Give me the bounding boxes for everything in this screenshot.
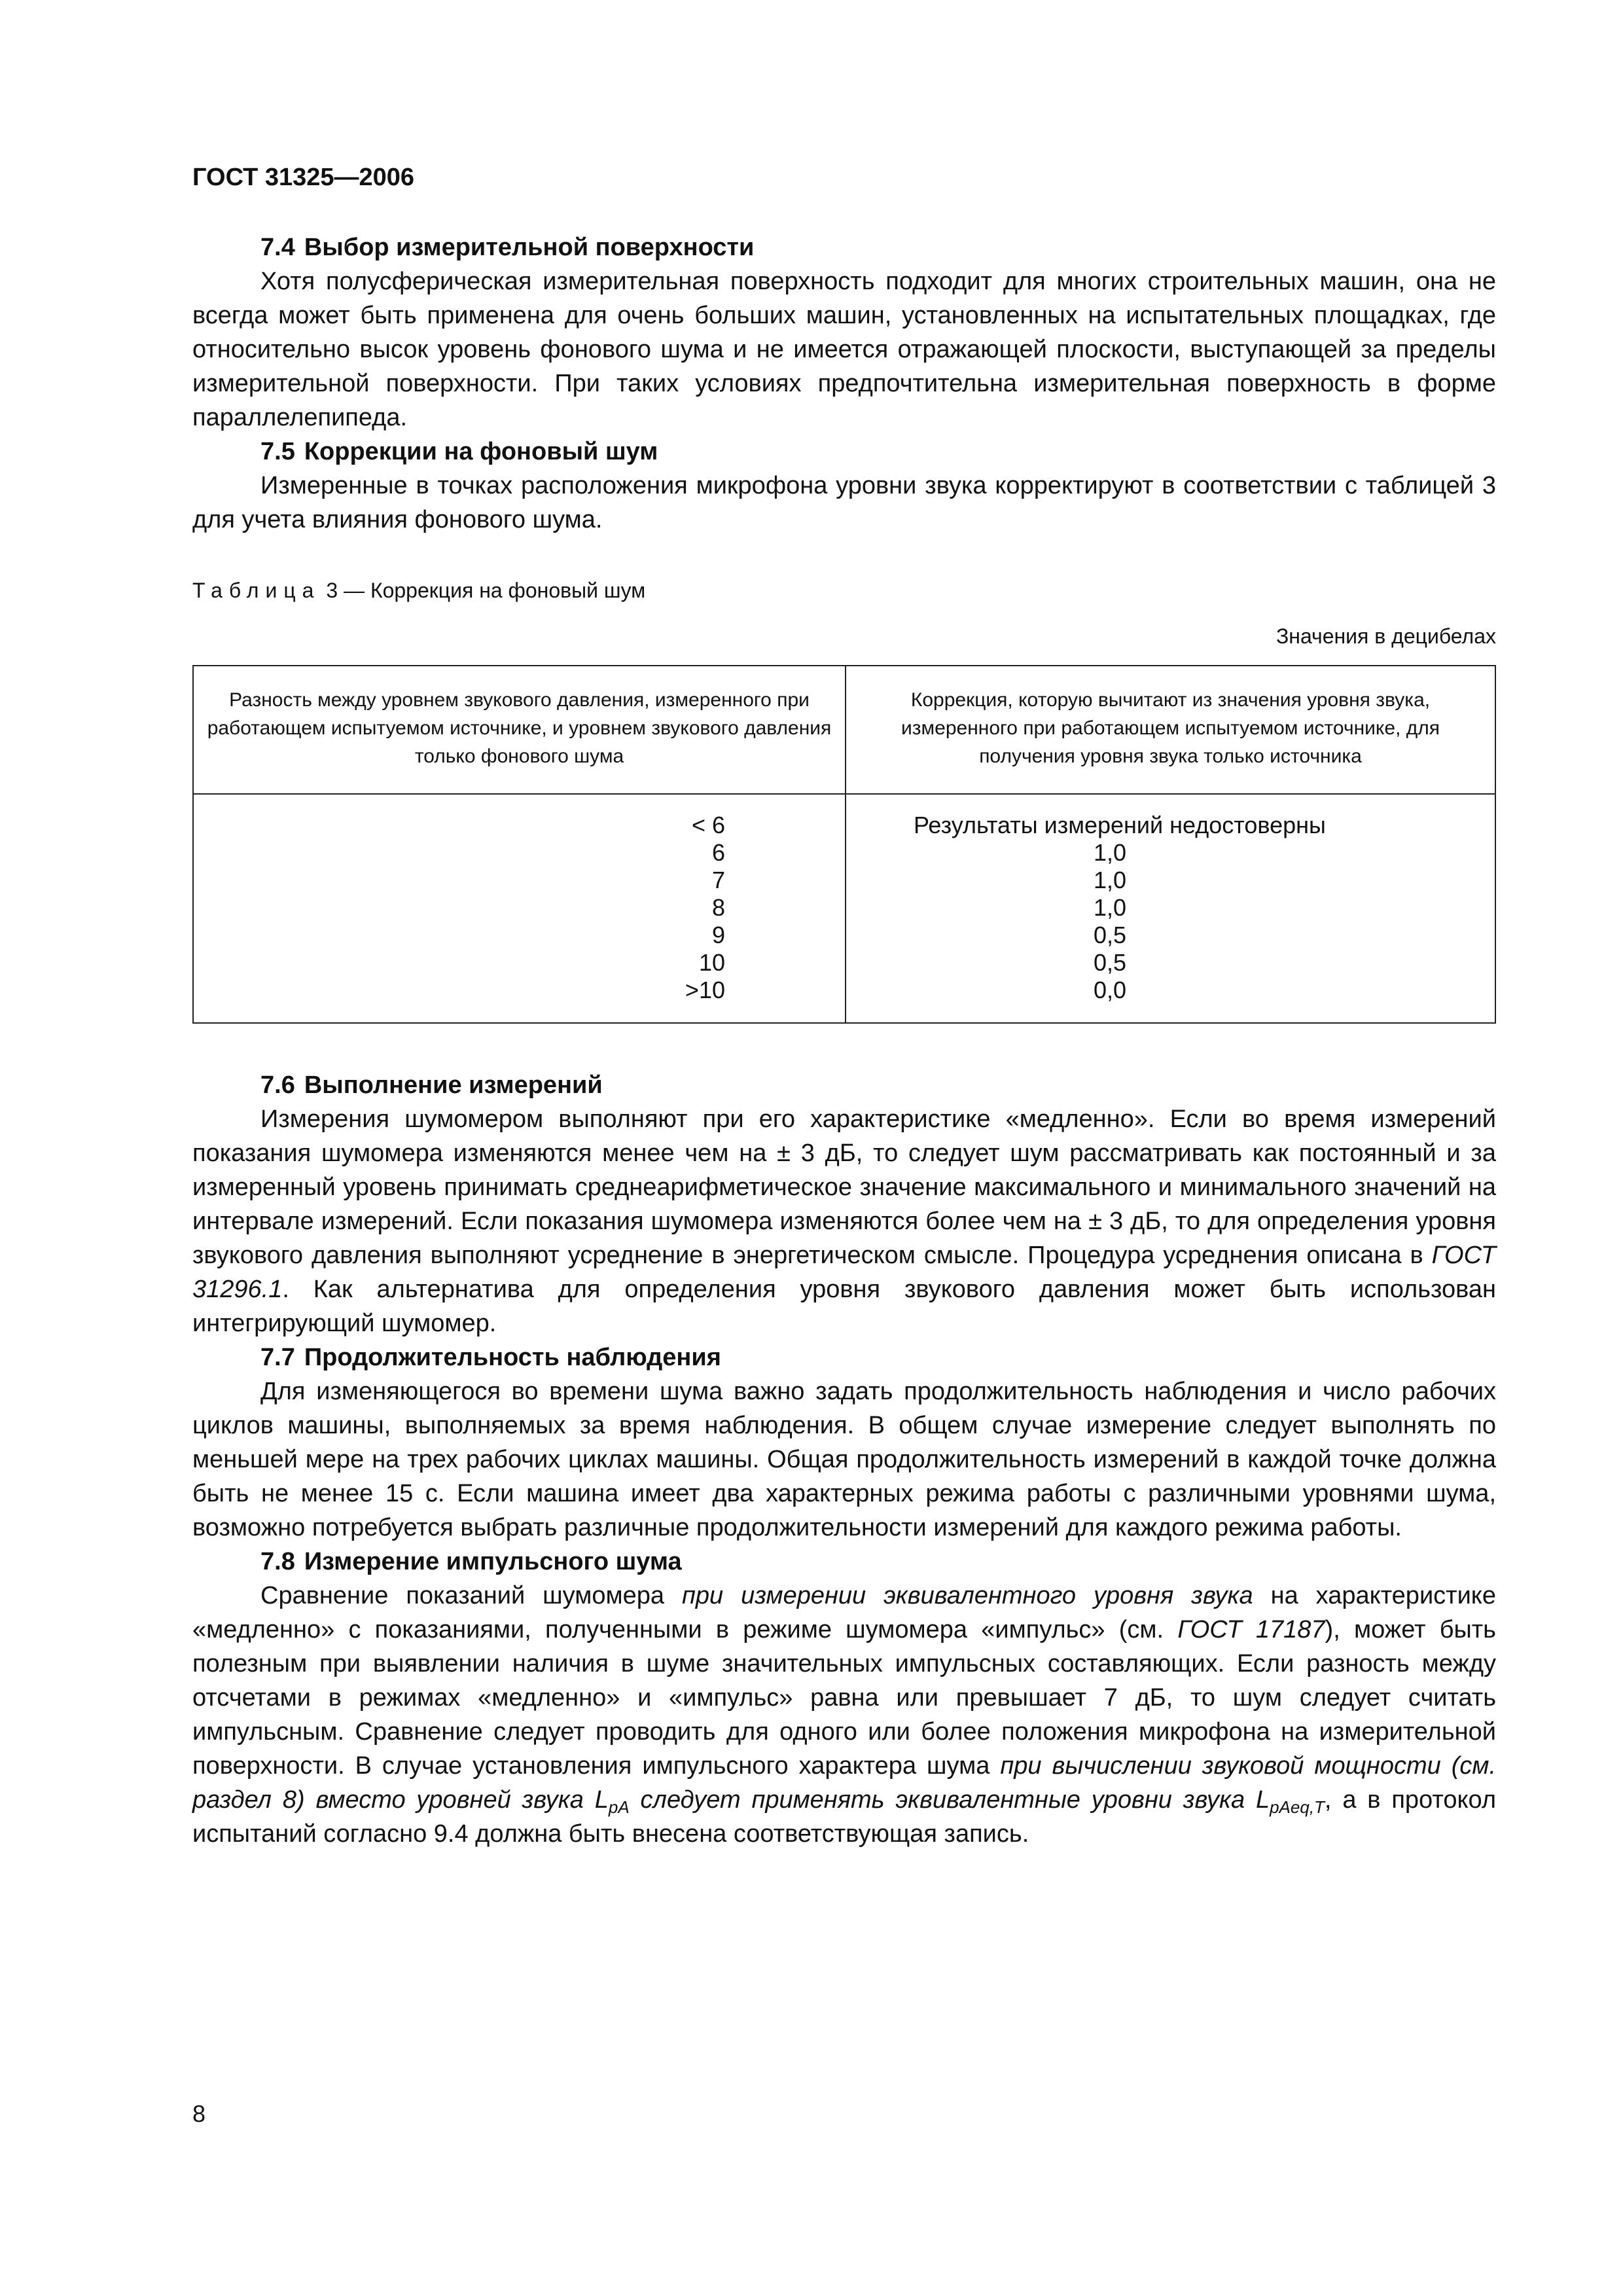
- table-cell-difference: 10: [698, 949, 725, 976]
- sections-7-4-7-5: [192, 230, 1496, 537]
- table-cell-difference: 8: [711, 894, 725, 921]
- table-cell-correction: 0,5: [1093, 949, 1127, 976]
- table-cell-correction: 0,5: [1093, 922, 1127, 948]
- symbol-subscript: pA: [608, 1797, 630, 1817]
- table-cell-correction: 1,0: [1093, 839, 1127, 866]
- table-header-difference: Разность между уровнем звукового давления, измеренного при работающем испытуемом источнике, и уровнем звукового давления только фонового шума: [207, 689, 832, 767]
- symbol-letter: L: [1255, 1786, 1270, 1814]
- section-7-5-heading: [192, 435, 1496, 469]
- section-title: Продолжительность наблюдения: [304, 1344, 721, 1371]
- section-title: Измерение импульсного шума: [304, 1548, 682, 1575]
- section-number: 7.6: [260, 1071, 295, 1099]
- paragraph-text: на характеристике «медленно» с показаниями, полученными в режиме шумомера «импульс» (см.: [192, 1582, 1496, 1643]
- paragraph-text: Измерения шумомером выполняют при его характеристике «медленно». Если во время измерений показания шумомера изменяются менее чем на ± 3 дБ, то следует шум рассматривать как постоянный и за измеренный уровень принимать среднеарифметическое значение максимального и минимального значений на интервале измерений. Если показания шумомера изменяются более чем на ± 3 дБ, то для определения уровня звукового давления выполняют усреднение в энергетическом смысле. Процедура усреднения описана в: [192, 1105, 1496, 1269]
- table-caption-title: 3 — Коррекция на фоновый шум: [320, 579, 646, 602]
- standard-reference: ГОСТ 31296.1: [192, 1242, 1496, 1303]
- table-cell-correction: 1,0: [1093, 867, 1127, 893]
- section-7-6-heading: [192, 1068, 1496, 1102]
- paragraph-text: Сравнение показаний шумомера: [260, 1582, 682, 1609]
- correction-column: [914, 812, 1326, 1004]
- section-7-4-paragraph: Хотя полусферическая измерительная поверхность подходит для многих строительных машин, она не всегда может быть применена для очень больших машин, установленных на испытательных площадках, где относительно высок уровень фонового шума и не имеется отражающей плоскости, выступающей за пределы измерительной поверхности. При таких условиях предпочтительна измерительная поверхность в форме параллелепипеда.: [192, 268, 1496, 431]
- section-number: 7.4: [260, 234, 295, 261]
- table-cell-difference: 6: [711, 839, 725, 866]
- paragraph-text: ), может быть полезным при выявлении наличия в шуме значительных импульсных составляющих. Если разность между отсчетами в режимах «медленно» и «импульс» равна или превышает 7 дБ, то шум следует считать импульсным. Сравнение следует проводить для одного или более положения микрофона на измерительной поверхности. В случае установления импульсного характера шума: [192, 1616, 1496, 1780]
- standard-reference: ГОСТ 17187: [1177, 1616, 1325, 1643]
- table-cell-difference: 7: [711, 867, 725, 893]
- section-7-8-paragraph: [192, 1579, 1496, 1851]
- section-number: 7.5: [260, 438, 295, 465]
- table-cell-correction: Результаты измерений недостоверны: [914, 812, 1326, 838]
- section-title: Выбор измерительной поверхности: [304, 234, 755, 261]
- table-units: Значения в децибелах: [1275, 624, 1496, 648]
- difference-column: [555, 812, 725, 1004]
- emphasized-text: при вычислении звуковой мощности (см. раздел 8) вместо уровней звука: [192, 1752, 1497, 1814]
- page-number: 8: [192, 2100, 206, 2127]
- table-cell-correction: 0,0: [1093, 977, 1127, 1003]
- section-number: 7.7: [260, 1344, 295, 1371]
- standard-code: ГОСТ 31325—2006: [192, 164, 415, 191]
- paragraph-text: , а в протокол испытаний согласно 9.4 должна быть внесена соответствующая запись.: [192, 1786, 1496, 1848]
- section-title: Выполнение измерений: [304, 1071, 603, 1099]
- section-7-5-paragraph: Измеренные в точках расположения микрофона уровни звука корректируют в соответствии с таблицей 3 для учета влияния фонового шума.: [192, 472, 1496, 533]
- symbol-lpaeq: [1255, 1786, 1325, 1817]
- section-7-6-paragraph: [192, 1102, 1496, 1340]
- section-title: Коррекции на фоновый шум: [304, 438, 658, 465]
- emphasized-text: следует применять эквивалентные уровни звука: [629, 1786, 1256, 1814]
- table-cell-difference: < 6: [691, 812, 725, 838]
- section-7-7-paragraph: Для изменяющегося во времени шума важно задать продолжительность наблюдения и число рабочих циклов машины, выполняемых за время наблюдения. В общем случае измерение следует выполнять по меньшей мере на трех рабочих циклах машины. Общая продолжительность измерений в каждой точке должна быть не менее 15 с. Если машина имеет два характерных режима работы с различными уровнями шума, возможно потребуется выбрать различные продолжительности измерений для каждого режима работы.: [192, 1378, 1496, 1541]
- symbol-subscript: pAeq,T: [1270, 1797, 1325, 1817]
- paragraph-text: . Как альтернатива для определения уровня звукового давления может быть использован интегрирующий шумомер.: [192, 1276, 1496, 1337]
- sections-7-6-7-8: [192, 1068, 1496, 1851]
- table-cell-difference: 9: [711, 922, 725, 948]
- table-cell-correction: 1,0: [1093, 894, 1127, 921]
- symbol-lpa: [594, 1786, 630, 1817]
- table-cell-difference: >10: [685, 977, 725, 1003]
- section-7-4-heading: [192, 230, 1496, 264]
- table-caption: [192, 576, 645, 605]
- correction-table: [192, 665, 1496, 1024]
- symbol-letter: L: [594, 1786, 609, 1814]
- emphasized-text: при измерении эквивалентного уровня звука: [682, 1582, 1253, 1609]
- section-7-7-heading: [192, 1340, 1496, 1374]
- section-7-8-heading: [192, 1545, 1496, 1579]
- section-number: 7.8: [260, 1548, 295, 1575]
- table-header-divider: [194, 793, 1495, 795]
- table-header-correction: Коррекция, которую вычитают из значения уровня звука, измеренного при работающем испытуемом источнике, для получения уровня звука только источника: [901, 689, 1440, 767]
- table-caption-label: Таблица: [192, 579, 321, 602]
